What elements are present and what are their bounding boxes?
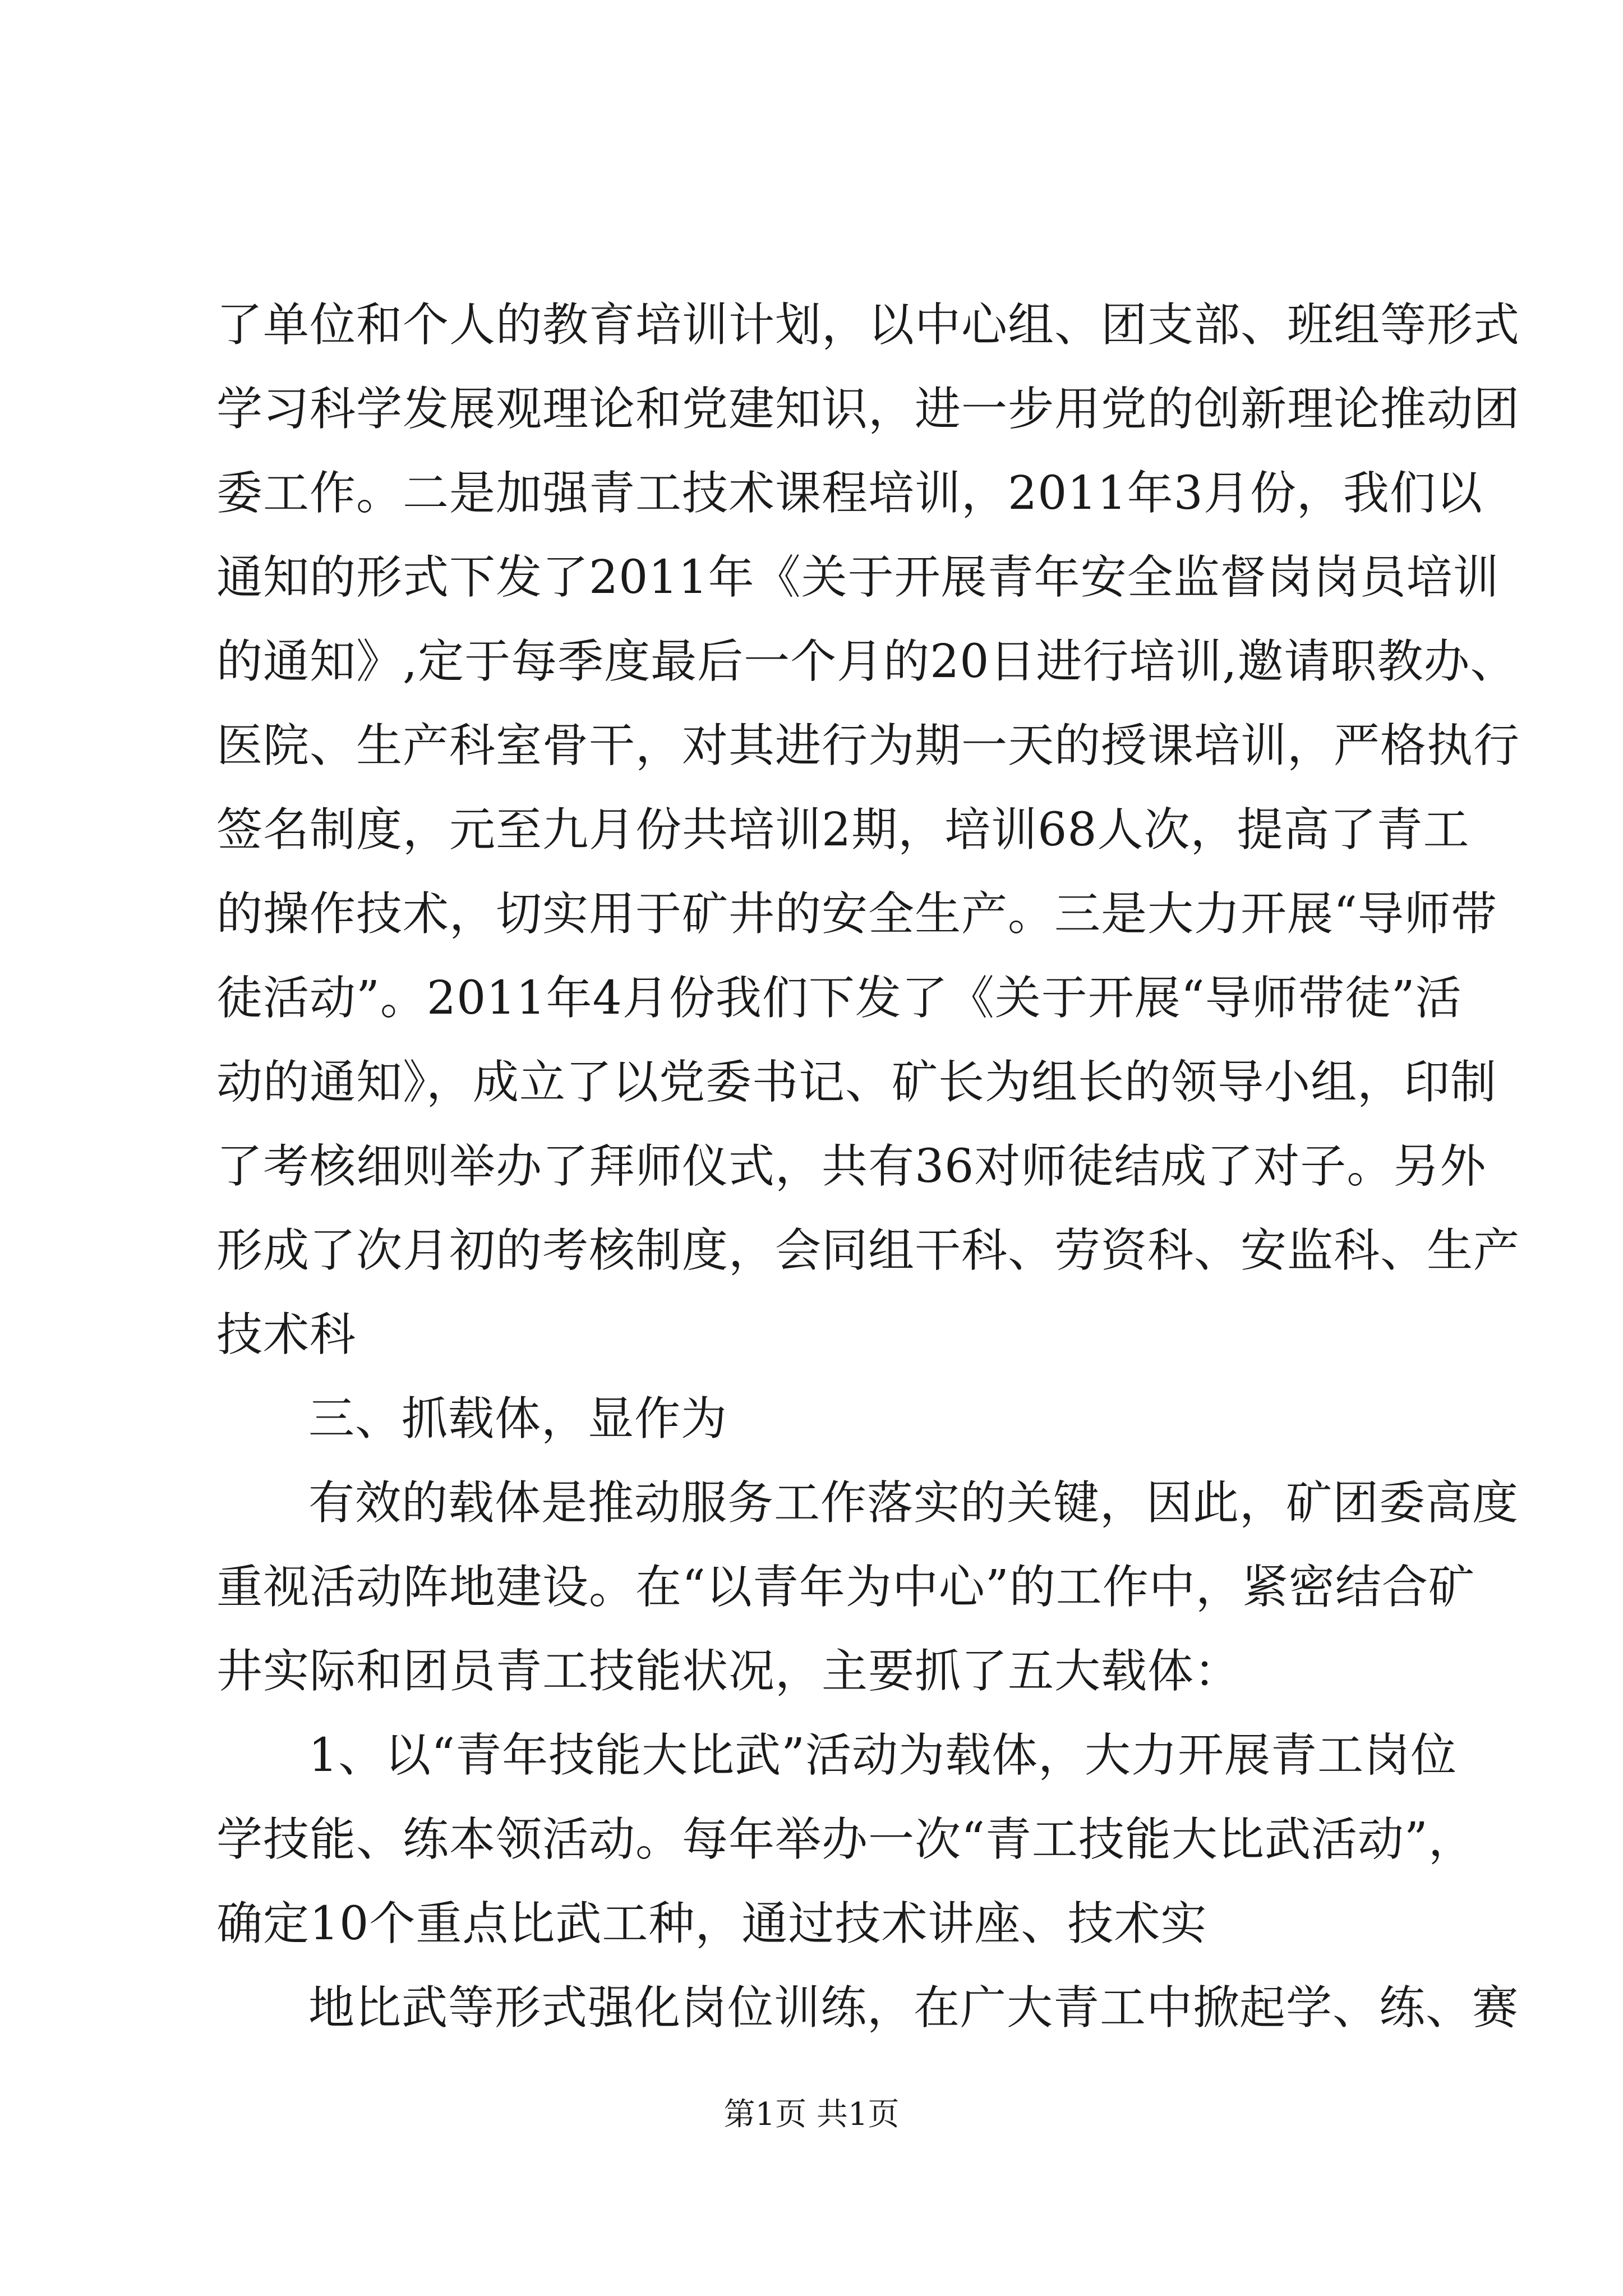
text-line: 签名制度，元至九月份共培训2期，培训68人次，提高了青工 bbox=[216, 803, 1470, 857]
text-line: 学习科学发展观理论和党建知识，进一步用党的创新理论推动团 bbox=[216, 383, 1520, 436]
text-line: 医院、生产科室骨干，对其进行为期一天的授课培训，严格执行 bbox=[216, 719, 1520, 772]
text-line: 徒活动”。2011年4月份我们下发了《关于开展“导师带徒”活 bbox=[216, 972, 1462, 1025]
paragraph-start-line: 地比武等形式强化岗位训练，在广大青工中掀起学、练、赛 bbox=[308, 1981, 1519, 2035]
section-heading: 三、抓载体，显作为 bbox=[308, 1392, 728, 1446]
text-line: 的通知》,定于每季度最后一个月的20日进行培训,邀请职教办、 bbox=[216, 635, 1517, 688]
page-footer: 第1页 共1页 bbox=[723, 2096, 900, 2133]
text-line: 重视活动阵地建设。在“以青年为中心”的工作中，紧密结合矿 bbox=[216, 1561, 1475, 1614]
paragraph-start-line: 1、以“青年技能大比武”活动为载体，大力开展青工岗位 bbox=[308, 1729, 1458, 1782]
text-line: 动的通知》，成立了以党委书记、矿长为组长的领导小组，印制 bbox=[216, 1056, 1497, 1109]
text-line: 了单位和个人的教育培训计划，以中心组、团支部、班组等形式 bbox=[216, 298, 1520, 352]
text-line: 技术科 bbox=[216, 1308, 357, 1361]
paragraph-start-line: 有效的载体是推动服务工作落实的关键，因此，矿团委高度 bbox=[308, 1476, 1519, 1530]
document-body bbox=[216, 283, 1520, 2050]
text-line: 井实际和团员青工技能状况，主要抓了五大载体： bbox=[216, 1645, 1241, 1698]
text-line: 的操作技术，切实用于矿井的安全生产。三是大力开展“导师带 bbox=[216, 887, 1497, 941]
text-line: 委工作。二是加强青工技术课程培训，2011年3月份，我们以 bbox=[216, 467, 1483, 520]
text-line: 学技能、练本领活动。每年举办一次“青工技能大比武活动”， bbox=[216, 1813, 1475, 1866]
text-line: 确定10个重点比武工种，通过技术讲座、技术实 bbox=[216, 1897, 1207, 1950]
text-line: 了考核细则举办了拜师仪式，共有36对师徒结成了对子。另外 bbox=[216, 1140, 1487, 1193]
text-line: 通知的形式下发了2011年《关于开展青年安全监督岗岗员培训 bbox=[216, 551, 1500, 604]
text-line: 形成了次月初的考核制度，会同组干科、劳资科、安监科、生产 bbox=[216, 1224, 1520, 1277]
